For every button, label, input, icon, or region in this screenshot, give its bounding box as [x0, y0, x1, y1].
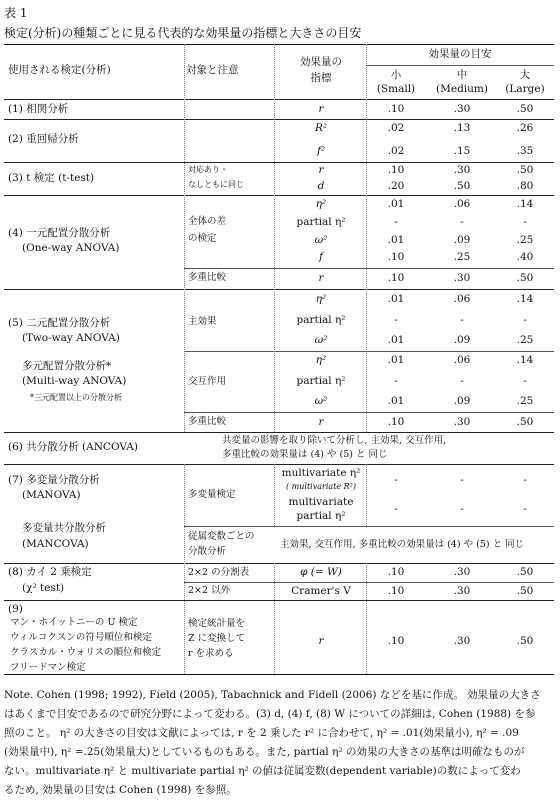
- rule-row5-mc: [184, 412, 554, 413]
- row7-index-b-1: multivariate: [288, 496, 354, 508]
- row7-a-small: -: [394, 474, 398, 486]
- row1-large: .50: [516, 103, 534, 115]
- header-small-1: 小: [390, 69, 402, 81]
- row3-target-2: なしともに同じ: [188, 180, 244, 189]
- row5-mc-index: r: [318, 416, 324, 428]
- row4-d-large: .40: [516, 251, 534, 263]
- row8-a-small: .10: [387, 566, 405, 578]
- row7-target: 多変量検定: [188, 489, 236, 500]
- row5-mc-large: .50: [516, 416, 534, 428]
- header-medium-2: (Medium): [436, 83, 488, 95]
- row9-name-4: フリードマン検定: [10, 662, 86, 673]
- row9-small: .10: [387, 635, 405, 647]
- row9-name-1: マン・ホイットニーの U 検定: [10, 617, 138, 628]
- vrule-3c: [366, 563, 367, 674]
- row2-b-small: .02: [387, 145, 405, 157]
- row9-name-0: (9): [8, 603, 23, 615]
- note-line-3: 照のこと。 η² の大きさの目安は文献によっては, r を 2 乗した r² に合わせて, η² = .01(効果量小), η² = .09: [4, 727, 519, 739]
- row5-int-target: 交互作用: [188, 376, 227, 387]
- row2-index-b: f²: [316, 145, 326, 157]
- vrule-2: [274, 44, 275, 432]
- row7-dep-target-2: 分散分析: [188, 546, 227, 557]
- row4-index-a: η²: [315, 198, 327, 210]
- row5-name-4: (Multi-way ANOVA): [22, 375, 127, 387]
- row8-b-large: .50: [516, 585, 534, 597]
- row4-c-small: .01: [387, 234, 405, 246]
- row8-index-b: Cramer's V: [291, 585, 351, 597]
- row3-name: (3) t 検定 (t-test): [8, 172, 95, 184]
- row9-name-2: ウィルコクスンの符号順位和検定: [10, 632, 152, 643]
- row5-d-large: .14: [516, 354, 534, 366]
- note-line-6: るため, 効果量の目安は Cohen (1998) を参照。: [4, 784, 237, 796]
- row4-a-medium: .06: [453, 198, 471, 210]
- header-guide: 効果量の目安: [428, 48, 492, 60]
- row5-mc-medium: .30: [453, 416, 471, 428]
- row7-index-a-sub: ( multivariate R²): [285, 482, 357, 491]
- row3-target-1: 対応あり・: [188, 165, 228, 174]
- row5-index-c: ω²: [314, 334, 328, 346]
- row4-b-small: -: [394, 216, 398, 228]
- row4-mc-index: r: [318, 272, 324, 284]
- row4-mc-medium: .30: [453, 272, 471, 284]
- rule-row6: [4, 464, 554, 465]
- row4-target-1: 全体の差: [188, 216, 227, 227]
- row5-footnote: *三元配置以上の分散分析: [30, 393, 122, 402]
- row9-target-3: r を求める: [188, 648, 234, 659]
- row4-index-c: ω²: [314, 234, 328, 246]
- row5-e-medium: -: [460, 375, 464, 387]
- row2-b-large: .35: [516, 145, 534, 157]
- header-target: 対象と注意: [186, 64, 239, 76]
- row5-b-medium: -: [460, 314, 464, 326]
- row7-b-large: -: [523, 503, 527, 515]
- row3-a-small: .10: [387, 164, 405, 176]
- row6-text-2: 多重比較の効果量は (4) や (5) と 同じ: [222, 449, 388, 460]
- rule-row5: [4, 432, 554, 433]
- rule-row8-a: [184, 582, 554, 583]
- row5-index-f: ω²: [314, 395, 328, 407]
- row9-target-1: 検定統計量を: [188, 618, 246, 629]
- row4-a-large: .14: [516, 198, 534, 210]
- row5-a-small: .01: [387, 293, 405, 305]
- row7-index-b-2: partial η²: [296, 510, 346, 522]
- row3-index-a: r: [318, 164, 324, 176]
- row3-b-large: .80: [516, 180, 534, 192]
- row8-name-1: (8) カイ 2 乗検定: [8, 566, 92, 578]
- row5-d-medium: .06: [453, 354, 471, 366]
- note-line-5: ない。multivariate η² と multivariate partial η² の値は従属変数(dependent variable)の数によって変わ: [4, 765, 521, 777]
- row7-name-4: (MANCOVA): [22, 538, 89, 550]
- row2-b-medium: .15: [453, 145, 471, 157]
- row5-e-small: -: [394, 375, 398, 387]
- row4-name-1: (4) 一元配置分散分析: [8, 227, 111, 239]
- row6-name: (6) 共分散分析 (ANCOVA): [8, 441, 138, 453]
- row5-b-small: -: [394, 314, 398, 326]
- row8-a-large: .50: [516, 566, 534, 578]
- header-large-2: (Large): [505, 83, 545, 95]
- rule-guide-header: [366, 65, 554, 66]
- row4-b-large: -: [523, 216, 527, 228]
- row2-a-medium: .13: [453, 122, 471, 134]
- row7-index-a: multivariate η²: [281, 467, 361, 479]
- row7-b-small: -: [394, 503, 398, 515]
- row4-d-small: .10: [387, 251, 405, 263]
- row4-index-b: partial η²: [296, 216, 346, 228]
- row4-index-d: f: [319, 251, 323, 263]
- row9-index: r: [318, 635, 324, 647]
- row5-a-large: .14: [516, 293, 534, 305]
- row4-c-medium: .09: [453, 234, 471, 246]
- row5-mc-small: .10: [387, 416, 405, 428]
- row4-mc-small: .10: [387, 272, 405, 284]
- row9-medium: .30: [453, 635, 471, 647]
- row4-name-2: (One-way ANOVA): [22, 242, 120, 254]
- table-note: [4, 686, 552, 800]
- row6-text-1: 共変量の影響を取り除いて分析し, 主効果, 交互作用,: [222, 435, 447, 446]
- row4-c-large: .25: [516, 234, 534, 246]
- header-test: 使用される検定(分析): [8, 64, 111, 76]
- table-title: 検定(分析)の種類ごとに見る代表的な効果量の指標と大きさの目安: [4, 26, 362, 40]
- note-line-1: Note. Cohen (1998; 1992), Field (2005), Tabachnick and Fidell (2006) などを基に作成。 効果量の大きさ: [4, 689, 541, 701]
- rule-row2: [4, 162, 554, 163]
- row5-f-medium: .09: [453, 395, 471, 407]
- row8-b-target: 2×2 以外: [188, 585, 231, 596]
- table-label: 表 1: [4, 6, 28, 20]
- rule-row7: [4, 563, 554, 564]
- header-small-2: (Small): [376, 83, 416, 95]
- row9-name-3: クラスカル・ウォリスの順位和検定: [10, 647, 162, 658]
- row4-target-2: の検定: [188, 233, 217, 244]
- row1-name: (1) 相関分析: [8, 103, 69, 115]
- rule-row4-mc: [184, 268, 554, 269]
- row3-a-large: .50: [516, 164, 534, 176]
- row3-a-medium: .30: [453, 164, 471, 176]
- row8-b-small: .10: [387, 585, 405, 597]
- row9-large: .50: [516, 635, 534, 647]
- row5-name-3: 多元配置分散分析*: [22, 360, 112, 372]
- vrule-1b: [184, 464, 185, 674]
- row9-target-2: Z に変換して: [188, 633, 246, 644]
- row2-a-small: .02: [387, 122, 405, 134]
- row8-a-medium: .30: [453, 566, 471, 578]
- rule-row7-dep: [184, 526, 554, 527]
- row5-a-medium: .06: [453, 293, 471, 305]
- row5-d-small: .01: [387, 354, 405, 366]
- row4-b-medium: -: [460, 216, 464, 228]
- row8-b-medium: .30: [453, 585, 471, 597]
- row5-b-large: -: [523, 314, 527, 326]
- row7-a-medium: -: [460, 474, 464, 486]
- row8-a-target: 2×2 の分割表: [188, 567, 250, 578]
- row7-name-1: (7) 多変量分散分析: [8, 474, 100, 486]
- note-line-2: はあくまで目安であるので研究分野によって変わる。(3) d, (4) f, (8) W についての詳細は, Cohen (1988) を参: [4, 708, 536, 720]
- row5-mc-target: 多重比較: [188, 416, 227, 427]
- header-index-1: 効果量の: [300, 56, 342, 68]
- header-large-1: 大: [519, 69, 531, 81]
- note-line-4: (効果量中), η² =.25(効果量大)としているものもある。また, partial η² の効果の大きさの基準は明確なものが: [4, 746, 525, 758]
- row5-index-d: η²: [315, 354, 327, 366]
- row4-mc-target: 多重比較: [188, 272, 227, 283]
- rule-row3: [4, 195, 554, 196]
- row5-index-e: partial η²: [296, 375, 346, 387]
- rule-row4: [4, 289, 554, 290]
- row4-a-small: .01: [387, 198, 405, 210]
- row3-index-b: d: [317, 180, 325, 192]
- rule-bottom: [4, 674, 554, 675]
- row8-index-a: φ (= W): [300, 566, 342, 578]
- row2-name: (2) 重回帰分析: [8, 133, 79, 145]
- rule-row1: [4, 119, 554, 120]
- row5-f-small: .01: [387, 395, 405, 407]
- row5-f-large: .25: [516, 395, 534, 407]
- row5-name-1: (5) 二元配置分散分析: [8, 317, 111, 329]
- row5-c-medium: .09: [453, 334, 471, 346]
- vrule-1: [184, 44, 185, 432]
- rule-top: [4, 44, 554, 45]
- row4-mc-large: .50: [516, 272, 534, 284]
- rule-row5-int: [184, 351, 554, 352]
- row5-main-target: 主効果: [188, 316, 217, 327]
- row2-a-large: .26: [516, 122, 534, 134]
- row5-name-2: (Two-way ANOVA): [22, 332, 120, 344]
- row1-medium: .30: [453, 103, 471, 115]
- row4-d-medium: .25: [453, 251, 471, 263]
- row5-c-small: .01: [387, 334, 405, 346]
- row7-name-3: 多変量共分散分析: [22, 522, 106, 534]
- header-medium-1: 中: [456, 69, 468, 81]
- row7-dep-target-1: 従属変数ごとの: [188, 531, 255, 542]
- row7-b-medium: -: [460, 503, 464, 515]
- row5-index-b: partial η²: [296, 314, 346, 326]
- row8-name-2: (χ² test): [22, 582, 65, 594]
- rule-header-bottom: [4, 99, 554, 100]
- row7-dep-text: 主効果, 交互作用, 多重比較の効果量は (4) や (5) と 同じ: [280, 539, 525, 550]
- vrule-2b: [274, 464, 275, 526]
- row5-c-large: .25: [516, 334, 534, 346]
- header-index-2: 指標: [310, 72, 332, 84]
- row7-a-large: -: [523, 474, 527, 486]
- row3-b-small: .20: [387, 180, 405, 192]
- rule-row8: [4, 600, 554, 601]
- row3-b-medium: .50: [453, 180, 471, 192]
- row5-e-large: -: [523, 375, 527, 387]
- row1-index: r: [318, 103, 324, 115]
- row2-index-a: R²: [314, 122, 328, 134]
- row5-index-a: η²: [315, 293, 327, 305]
- row1-small: .10: [387, 103, 405, 115]
- row7-name-2: (MANOVA): [22, 489, 81, 501]
- vrule-2c: [274, 563, 275, 674]
